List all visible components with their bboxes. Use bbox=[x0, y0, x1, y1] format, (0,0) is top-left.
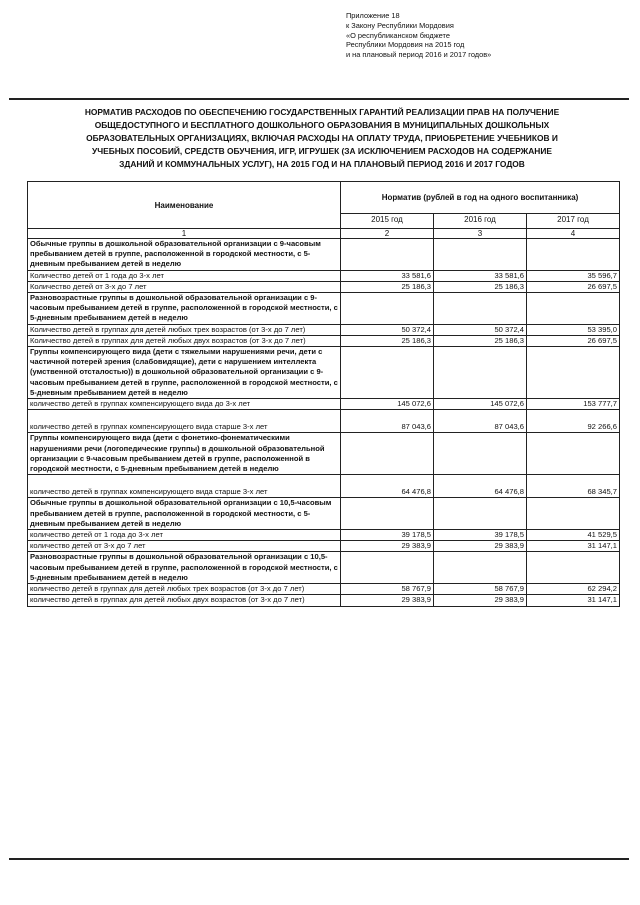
value-2016: 145 072,6 bbox=[434, 399, 527, 410]
empty-cell bbox=[434, 552, 527, 584]
value-2016: 33 581,6 bbox=[434, 270, 527, 281]
value-2016: 64 476,8 bbox=[434, 475, 527, 498]
table-group-row bbox=[28, 552, 620, 584]
empty-cell bbox=[341, 552, 434, 584]
value-2015: 29 383,9 bbox=[341, 595, 434, 606]
value-2017: 41 529,5 bbox=[527, 530, 620, 541]
table-row bbox=[28, 410, 620, 433]
title-line: ЗДАНИЙ И КОММУНАЛЬНЫХ УСЛУГ), НА 2015 ГОД И НА ПЛАНОВЫЙ ПЕРИОД 2016 И 2017 ГОДОВ bbox=[119, 158, 525, 169]
appendix-line: Республики Мордовия на 2015 год bbox=[346, 40, 465, 50]
empty-cell bbox=[434, 293, 527, 325]
value-2015: 25 186,3 bbox=[341, 281, 434, 292]
title-line: УЧЕБНЫХ ПОСОБИЙ, СРЕДСТВ ОБУЧЕНИЯ, ИГР, ИГРУШЕК (ЗА ИСКЛЮЧЕНИЕМ РАСХОДОВ НА СОДЕРЖАНИЕ bbox=[92, 145, 552, 156]
row-label: количество детей в группах компенсирующего вида старше 3-х лет bbox=[28, 475, 341, 498]
header-name: Наименование bbox=[28, 182, 341, 229]
column-number: 3 bbox=[434, 229, 527, 239]
empty-cell bbox=[527, 293, 620, 325]
value-2017: 35 596,7 bbox=[527, 270, 620, 281]
row-label: количество детей в группах для детей любых трех возрастов (от 3-х до 7 лет) bbox=[28, 584, 341, 595]
table-group-row bbox=[28, 498, 620, 530]
empty-cell bbox=[341, 433, 434, 475]
empty-cell bbox=[434, 498, 527, 530]
appendix-line: «О республиканском бюджете bbox=[346, 30, 450, 40]
value-2016: 58 767,9 bbox=[434, 584, 527, 595]
bottom-rule bbox=[9, 858, 629, 860]
value-2015: 145 072,6 bbox=[341, 399, 434, 410]
header-year-2017: 2017 год bbox=[527, 214, 620, 229]
empty-cell bbox=[341, 498, 434, 530]
top-rule bbox=[9, 98, 629, 100]
appendix-reference bbox=[346, 11, 491, 60]
row-label: Количество детей от 3-х до 7 лет bbox=[28, 281, 341, 292]
table-group-row bbox=[28, 433, 620, 475]
empty-cell bbox=[341, 293, 434, 325]
group-label: Группы компенсирующего вида (дети с фонетико-фонематическими нарушениями речи (логопедические группы) в дошкольной образовательной организации с 9-часовым пребыванием детей в группе, расположенной в городской местности, с 5-дневным пребыванием детей в неделю bbox=[28, 433, 341, 475]
table-row bbox=[28, 335, 620, 346]
header-year-2015: 2015 год bbox=[341, 214, 434, 229]
value-2016: 29 383,9 bbox=[434, 541, 527, 552]
value-2015: 87 043,6 bbox=[341, 410, 434, 433]
value-2016: 29 383,9 bbox=[434, 595, 527, 606]
group-label: Обычные группы в дошкольной образовательной организации с 10,5-часовым пребыванием детей в группе, расположенной в городской местности, с 5-дневным пребыванием детей в неделю bbox=[28, 498, 341, 530]
value-2016: 50 372,4 bbox=[434, 324, 527, 335]
row-label: Количество детей от 1 года до 3-х лет bbox=[28, 270, 341, 281]
value-2017: 53 395,0 bbox=[527, 324, 620, 335]
table-row bbox=[28, 270, 620, 281]
title-line: ОБРАЗОВАТЕЛЬНЫХ ОРГАНИЗАЦИЯХ, ВКЛЮЧАЯ РАСХОДЫ НА ОПЛАТУ ТРУДА, ПРИОБРЕТЕНИЕ УЧЕБНИКОВ И bbox=[86, 132, 558, 143]
value-2015: 29 383,9 bbox=[341, 541, 434, 552]
value-2017: 153 777,7 bbox=[527, 399, 620, 410]
value-2017: 68 345,7 bbox=[527, 475, 620, 498]
value-2017: 31 147,1 bbox=[527, 595, 620, 606]
row-label: количество детей в группах компенсирующего вида до 3-х лет bbox=[28, 399, 341, 410]
row-label: Количество детей в группах для детей любых двух возрастов (от 3-х до 7 лет) bbox=[28, 335, 341, 346]
empty-cell bbox=[527, 498, 620, 530]
column-number: 2 bbox=[341, 229, 434, 239]
title-line: ОБЩЕДОСТУПНОГО И БЕСПЛАТНОГО ДОШКОЛЬНОГО ОБРАЗОВАНИЯ В МУНИЦИПАЛЬНЫХ ДОШКОЛЬНЫХ bbox=[94, 119, 550, 130]
empty-cell bbox=[527, 347, 620, 399]
norms-table bbox=[27, 181, 620, 607]
appendix-line: и на плановый период 2016 и 2017 годов» bbox=[346, 50, 492, 60]
value-2015: 25 186,3 bbox=[341, 335, 434, 346]
value-2016: 25 186,3 bbox=[434, 281, 527, 292]
table-row bbox=[28, 541, 620, 552]
row-label: количество детей в группах компенсирующего вида старше 3-х лет bbox=[28, 410, 341, 433]
empty-cell bbox=[341, 347, 434, 399]
value-2015: 58 767,9 bbox=[341, 584, 434, 595]
table-row bbox=[28, 595, 620, 606]
value-2016: 25 186,3 bbox=[434, 335, 527, 346]
empty-cell bbox=[527, 552, 620, 584]
value-2015: 39 178,5 bbox=[341, 530, 434, 541]
value-2015: 50 372,4 bbox=[341, 324, 434, 335]
table-row bbox=[28, 399, 620, 410]
table-row bbox=[28, 281, 620, 292]
value-2017: 26 697,5 bbox=[527, 335, 620, 346]
group-label: Обычные группы в дошкольной образовательной организации с 9-часовым пребыванием детей в группе, расположенной в городской местности, с 5-дневным пребыванием детей в неделю bbox=[28, 239, 341, 271]
table-row bbox=[28, 530, 620, 541]
row-label: количество детей в группах для детей любых двух возрастов (от 3-х до 7 лет) bbox=[28, 595, 341, 606]
group-label: Разновозрастные группы в дошкольной образовательной организации с 10,5-часовым пребыванием детей в группе, расположенной в городской местности, с 5-дневным пребыванием детей в неделю bbox=[28, 552, 341, 584]
table-row bbox=[28, 324, 620, 335]
row-label: количество детей от 1 года до 3-х лет bbox=[28, 530, 341, 541]
empty-cell bbox=[527, 433, 620, 475]
appendix-line: Приложение 18 bbox=[346, 11, 400, 20]
document-title bbox=[26, 106, 618, 171]
table-group-row bbox=[28, 239, 620, 271]
empty-cell bbox=[341, 239, 434, 271]
table-group-row bbox=[28, 347, 620, 399]
value-2017: 92 266,6 bbox=[527, 410, 620, 433]
row-label: Количество детей в группах для детей любых трех возрастов (от 3-х до 7 лет) bbox=[28, 324, 341, 335]
table-row bbox=[28, 475, 620, 498]
table-group-row bbox=[28, 293, 620, 325]
empty-cell bbox=[434, 433, 527, 475]
row-label: количество детей от 3-х до 7 лет bbox=[28, 541, 341, 552]
value-2016: 87 043,6 bbox=[434, 410, 527, 433]
column-number: 1 bbox=[28, 229, 341, 239]
value-2015: 64 476,8 bbox=[341, 475, 434, 498]
header-year-2016: 2016 год bbox=[434, 214, 527, 229]
value-2017: 31 147,1 bbox=[527, 541, 620, 552]
appendix-line: к Закону Республики Мордовия bbox=[346, 20, 454, 30]
value-2015: 33 581,6 bbox=[341, 270, 434, 281]
value-2017: 62 294,2 bbox=[527, 584, 620, 595]
empty-cell bbox=[434, 347, 527, 399]
group-label: Группы компенсирующего вида (дети с тяжелыми нарушениями речи, дети с частичной потерей зрения (слабовидящие), дети с нарушением интеллекта (умственной отсталостью)) в дошкольной образовательной организации с 9-часовым пребыванием детей в группе, расположенной в городской местности, с 5-дневным пребыванием детей в неделю bbox=[28, 347, 341, 399]
value-2017: 26 697,5 bbox=[527, 281, 620, 292]
header-norm: Норматив (рублей в год на одного воспитанника) bbox=[341, 182, 620, 214]
table-row bbox=[28, 584, 620, 595]
column-number: 4 bbox=[527, 229, 620, 239]
title-line: НОРМАТИВ РАСХОДОВ ПО ОБЕСПЕЧЕНИЮ ГОСУДАРСТВЕННЫХ ГАРАНТИЙ РЕАЛИЗАЦИИ ПРАВ НА ПОЛУЧЕНИЕ bbox=[84, 107, 560, 117]
empty-cell bbox=[527, 239, 620, 271]
empty-cell bbox=[434, 239, 527, 271]
group-label: Разновозрастные группы в дошкольной образовательной организации с 9-часовым пребыванием детей в группе, расположенной в городской местности, с 5-дневным пребыванием детей в неделю bbox=[28, 293, 341, 325]
value-2016: 39 178,5 bbox=[434, 530, 527, 541]
